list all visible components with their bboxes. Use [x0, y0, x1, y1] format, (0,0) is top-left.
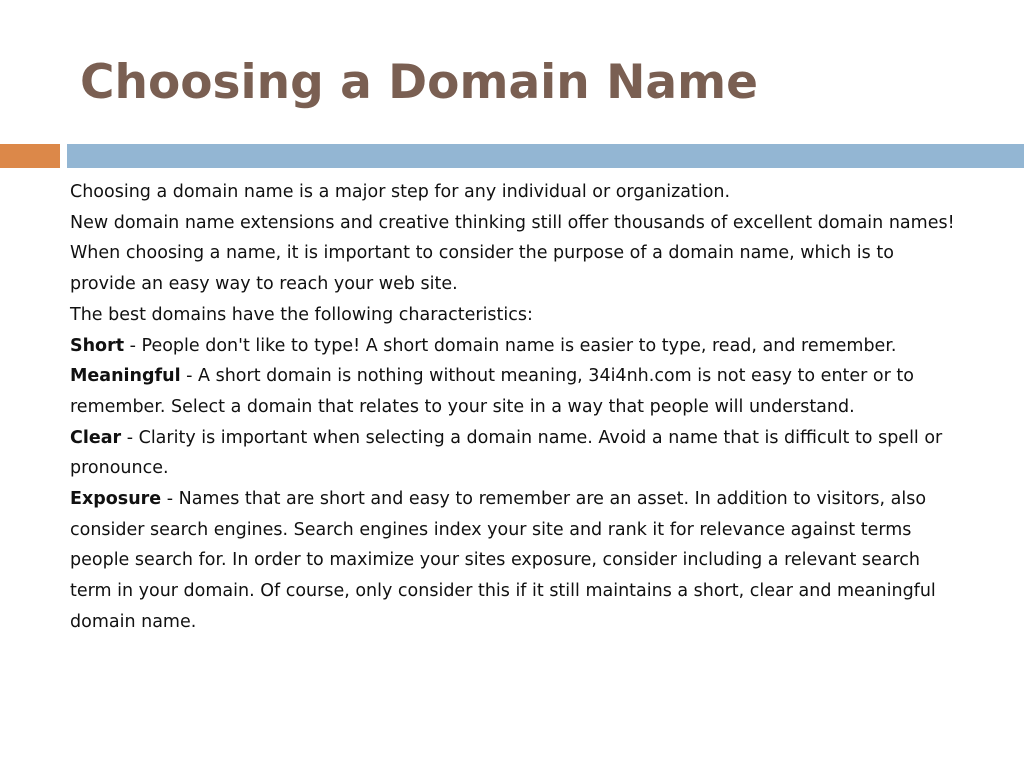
characteristic-description: - Clarity is important when selecting a domain name. Avoid a name that is difficult to spell or pronounce.	[70, 427, 943, 479]
characteristic-term: Exposure	[70, 489, 162, 510]
slide-body	[70, 177, 960, 638]
title-accent-bar-left	[0, 144, 60, 168]
characteristic-meaningful	[70, 361, 960, 422]
intro-paragraph: When choosing a name, it is important to consider the purpose of a domain name, which is to provide an easy way to reach your web site.	[70, 243, 894, 295]
slide-title: Choosing a Domain Name	[80, 55, 758, 110]
characteristic-clear	[70, 423, 960, 484]
characteristic-short	[70, 331, 960, 362]
intro-paragraph: New domain name extensions and creative thinking still offer thousands of excellent domain names!	[70, 212, 955, 233]
characteristic-term: Clear	[70, 427, 122, 448]
characteristic-description: - A short domain is nothing without meaning, 34i4nh.com is not easy to enter or to remember. Select a domain that relates to your site in a way that people will understand.	[70, 366, 914, 417]
intro-paragraph: Choosing a domain name is a major step for any individual or organization.	[70, 182, 731, 202]
title-accent-bar-right	[67, 144, 1024, 168]
characteristic-exposure	[70, 484, 960, 638]
intro-paragraph: The best domains have the following characteristics:	[70, 304, 533, 325]
characteristic-description: - Names that are short and easy to remember are an asset. In addition to visitors, also consider search engines. Search engines index your site and rank it for relevance against terms people search for. In order to maximize your sites exposure, consider including a relevant search term in your domain. Of course, only consider this if it still maintains a short, clear and meaningful domain name.	[70, 489, 936, 632]
characteristic-term: Meaningful	[70, 366, 181, 387]
characteristic-term: Short	[70, 335, 125, 356]
characteristic-description: - People don't like to type! A short domain name is easier to type, read, and remember.	[124, 335, 897, 356]
